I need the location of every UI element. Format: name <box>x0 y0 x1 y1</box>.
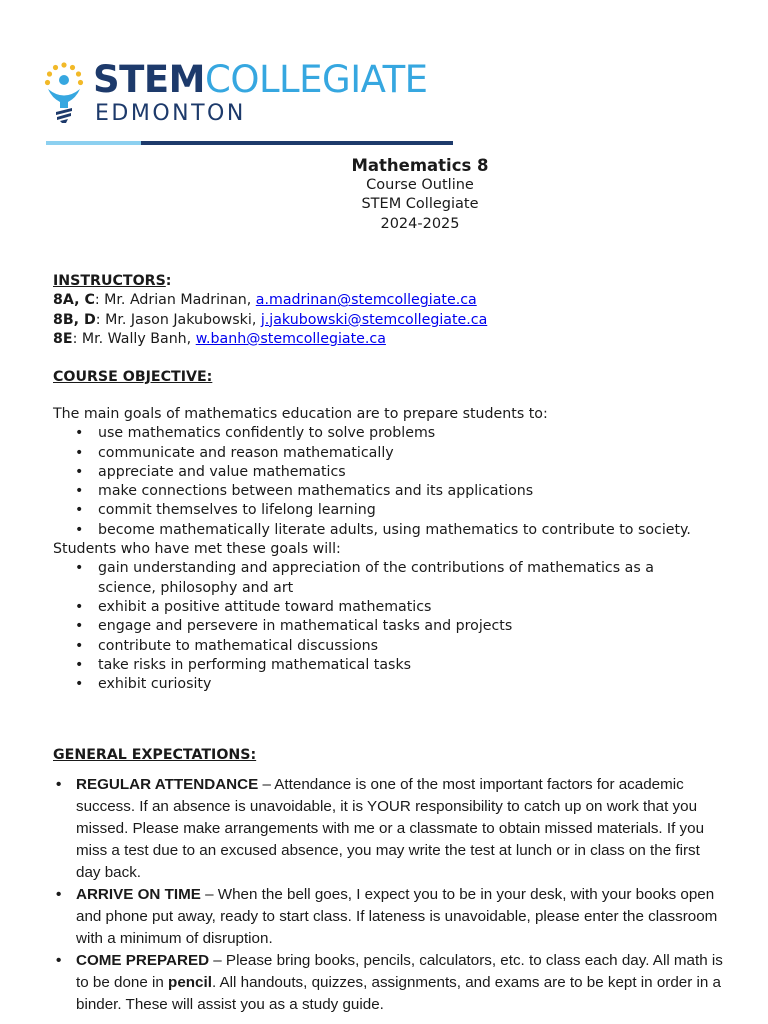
school-year: 2024-2025 <box>380 215 460 232</box>
goals-list <box>53 424 743 540</box>
list-item: • communicate and reason mathematically <box>53 444 743 463</box>
expectation-item: • ARRIVE ON TIME – When the bell goes, I expect you to be in your desk, with your books open and phone put away, ready to start class. If lateness is unavoidable, please enter the classroom with a minimum of disruption. <box>53 884 723 950</box>
instructor-email-link[interactable]: w.banh@stemcollegiate.ca <box>195 330 386 347</box>
list-item: • appreciate and value mathematics <box>53 463 743 482</box>
logo-wordmark: STEMCOLLEGIATE <box>93 58 428 101</box>
list-item: • contribute to mathematical discussions <box>53 637 693 656</box>
list-item: • engage and persevere in mathematical tasks and projects <box>53 617 693 636</box>
school-name: STEM Collegiate <box>361 196 479 213</box>
outcomes-intro: Students who have met these goals will: <box>53 541 341 558</box>
list-item: • exhibit curiosity <box>53 675 693 694</box>
title-block <box>220 155 620 234</box>
objective-section <box>53 405 743 694</box>
list-item: • commit themselves to lifelong learning <box>53 501 743 520</box>
instructor-row: 8A, C: Mr. Adrian Madrinan, a.madrinan@stemcollegiate.ca <box>53 292 477 309</box>
header-rule-light <box>46 141 141 145</box>
expectations-heading: GENERAL EXPECTATIONS: <box>53 747 257 763</box>
list-item: • use mathematics confidently to solve problems <box>53 424 743 443</box>
document-subtitle: Course Outline <box>366 177 474 193</box>
objective-heading: COURSE OBJECTIVE: <box>53 369 213 385</box>
expectations-list <box>53 774 723 1016</box>
instructors-heading: INSTRUCTORS: <box>53 273 172 289</box>
objective-heading-wrap <box>53 368 212 387</box>
expectation-item: • REGULAR ATTENDANCE – Attendance is one of the most important factors for academic success. If an absence is unavoidable, it is YOUR responsibility to catch up on work that you missed. Please make arrangements with me or a classmate to obtain missed materials. If you miss a test due to an excused absence, you may write the test at lunch or in class on the first day back. <box>53 774 723 884</box>
list-item: • become mathematically literate adults, using mathematics to contribute to society. <box>53 521 743 540</box>
expectation-item: • COME PREPARED – Please bring books, pencils, calculators, etc. to class each day. All math is to be done in pencil. All handouts, quizzes, assignments, and exams are to be kept in order in a binder. These will assist you as a study guide. <box>53 950 723 1016</box>
instructors-section <box>53 272 487 349</box>
instructor-row: 8E: Mr. Wally Banh, w.banh@stemcollegiate.ca <box>53 330 386 347</box>
expectations-section <box>53 746 723 1016</box>
instructor-row: 8B, D: Mr. Jason Jakubowski, j.jakubowski@stemcollegiate.ca <box>53 311 488 328</box>
list-item: • gain understanding and appreciation of the contributions of mathematics as a science, philosophy and art <box>53 559 693 598</box>
list-item: • exhibit a positive attitude toward mathematics <box>53 598 693 617</box>
lightbulb-logo-icon <box>44 62 84 124</box>
instructor-email-link[interactable]: a.madrinan@stemcollegiate.ca <box>255 292 477 309</box>
header-rule-dark <box>141 141 453 145</box>
school-logo <box>44 58 464 128</box>
instructor-email-link[interactable]: j.jakubowski@stemcollegiate.ca <box>260 311 488 328</box>
outcomes-list <box>53 559 693 694</box>
document-title: Mathematics 8 <box>351 156 489 175</box>
list-item: • make connections between mathematics and its applications <box>53 482 743 501</box>
goals-intro: The main goals of mathematics education are to prepare students to: <box>53 406 548 422</box>
logo-city: EDMONTON <box>95 101 246 126</box>
list-item: • take risks in performing mathematical tasks <box>53 656 693 675</box>
